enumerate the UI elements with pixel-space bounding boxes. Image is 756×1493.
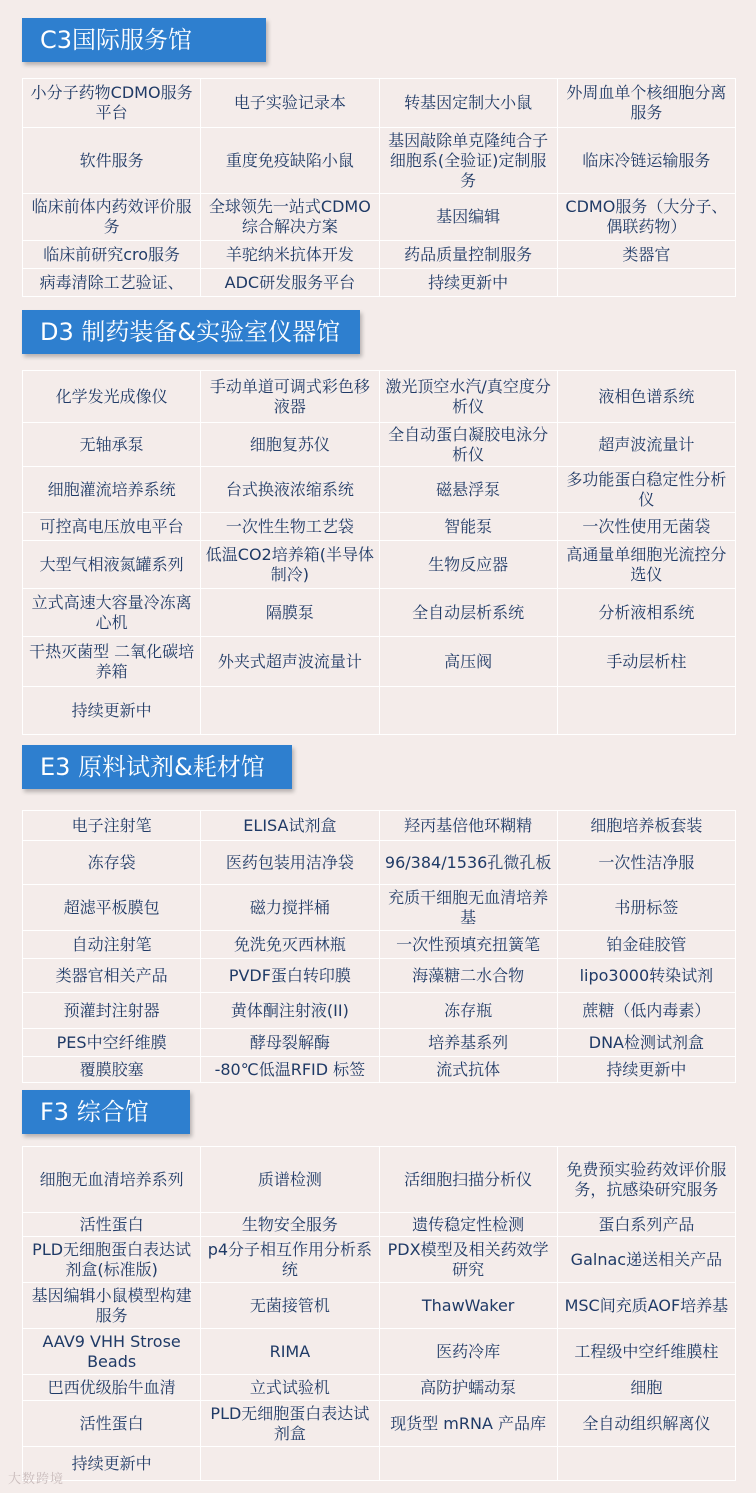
table-cell (557, 1447, 735, 1481)
table-cell: 基因编辑 (379, 194, 557, 241)
table-cell: 病毒清除工艺验证、 (23, 269, 201, 297)
table-cell: 临床前研究cro服务 (23, 241, 201, 269)
table-cell: 外夹式超声波流量计 (201, 637, 379, 687)
table-cell: 细胞复苏仪 (201, 423, 379, 467)
table-cell: 免洗免灭西林瓶 (201, 931, 379, 959)
exhibitor-table (22, 78, 736, 297)
table-cell: 培养基系列 (379, 1029, 557, 1057)
table-cell: 转基因定制大小鼠 (379, 79, 557, 128)
table-cell (201, 687, 379, 735)
table-cell: 自动注射笔 (23, 931, 201, 959)
table-cell: 黄体酮注射液(II) (201, 993, 379, 1029)
table-cell: 医药包装用洁净袋 (201, 841, 379, 885)
table-cell (379, 1447, 557, 1481)
table-cell: 高通量单细胞光流控分选仪 (557, 541, 735, 589)
table-cell: 立式高速大容量冷冻离心机 (23, 589, 201, 637)
table-cell: 覆膜胶塞 (23, 1057, 201, 1083)
table-cell: 全自动层析系统 (379, 589, 557, 637)
table-cell: MSC间充质AOF培养基 (557, 1283, 735, 1329)
table-cell: 羟丙基倍他环糊精 (379, 811, 557, 841)
section-title: C3国际服务馆 (22, 18, 266, 62)
table-cell: 临床前体内药效评价服务 (23, 194, 201, 241)
table-cell: 激光顶空水汽/真空度分析仪 (379, 371, 557, 423)
table-cell: lipo3000转染试剂 (557, 959, 735, 993)
table-cell: ADC研发服务平台 (201, 269, 379, 297)
table-cell: 电子注射笔 (23, 811, 201, 841)
table-cell: 全自动组织解离仪 (557, 1401, 735, 1447)
table-cell: p4分子相互作用分析系统 (201, 1237, 379, 1283)
table-cell: 流式抗体 (379, 1057, 557, 1083)
table-cell: 隔膜泵 (201, 589, 379, 637)
table-cell: RIMA (201, 1329, 379, 1375)
table-cell: 多功能蛋白稳定性分析仪 (557, 467, 735, 513)
table-cell: 磁力搅拌桶 (201, 885, 379, 931)
table-cell: 台式换液浓缩系统 (201, 467, 379, 513)
table-cell (379, 687, 557, 735)
table-cell: PDX模型及相关药效学研究 (379, 1237, 557, 1283)
table-cell: 持续更新中 (379, 269, 557, 297)
table-cell: 软件服务 (23, 128, 201, 194)
table-cell: PES中空纤维膜 (23, 1029, 201, 1057)
table-cell: 干热灭菌型 二氧化碳培养箱 (23, 637, 201, 687)
table-cell: 磁悬浮泵 (379, 467, 557, 513)
table-cell: 持续更新中 (557, 1057, 735, 1083)
table-cell: 蛋白系列产品 (557, 1213, 735, 1237)
table-cell: PLD无细胞蛋白表达试剂盒(标准版) (23, 1237, 201, 1283)
table-cell: 无菌接管机 (201, 1283, 379, 1329)
table-cell: 现货型 mRNA 产品库 (379, 1401, 557, 1447)
table-cell: 类器官 (557, 241, 735, 269)
table-cell: 遗传稳定性检测 (379, 1213, 557, 1237)
table-cell: ELISA试剂盒 (201, 811, 379, 841)
exhibitor-table (22, 1146, 736, 1481)
table-cell: 大型气相液氮罐系列 (23, 541, 201, 589)
table-cell: 铂金硅胶管 (557, 931, 735, 959)
table-cell: -80℃低温RFID 标签 (201, 1057, 379, 1083)
table-cell: 外周血单个核细胞分离服务 (557, 79, 735, 128)
table-cell: PVDF蛋白转印膜 (201, 959, 379, 993)
table-cell: 重度免疫缺陷小鼠 (201, 128, 379, 194)
table-cell: 类器官相关产品 (23, 959, 201, 993)
table-cell: DNA检测试剂盒 (557, 1029, 735, 1057)
table-cell: 基因编辑小鼠模型构建服务 (23, 1283, 201, 1329)
table-cell: 医药冷库 (379, 1329, 557, 1375)
table-cell (201, 1447, 379, 1481)
table-cell (557, 269, 735, 297)
table-cell: 持续更新中 (23, 687, 201, 735)
table-cell: 工程级中空纤维膜柱 (557, 1329, 735, 1375)
table-cell: 小分子药物CDMO服务平台 (23, 79, 201, 128)
table-cell: 免费预实验药效评价服务，抗感染研究服务 (557, 1147, 735, 1213)
section-title: F3 综合馆 (22, 1090, 190, 1134)
table-cell: 酵母裂解酶 (201, 1029, 379, 1057)
table-cell: 冻存袋 (23, 841, 201, 885)
table-cell: 充质干细胞无血清培养基 (379, 885, 557, 931)
table-cell: 手动层析柱 (557, 637, 735, 687)
watermark: 大数跨境 (8, 1472, 65, 1487)
table-cell: 生物反应器 (379, 541, 557, 589)
table-cell: 无轴承泵 (23, 423, 201, 467)
table-cell: PLD无细胞蛋白表达试剂盒 (201, 1401, 379, 1447)
table-cell: 蔗糖（低内毒素） (557, 993, 735, 1029)
table-cell: 96/384/1536孔微孔板 (379, 841, 557, 885)
table-cell: 可控高电压放电平台 (23, 513, 201, 541)
table-cell: 羊驼纳米抗体开发 (201, 241, 379, 269)
table-cell: 一次性使用无菌袋 (557, 513, 735, 541)
table-cell: 一次性洁净服 (557, 841, 735, 885)
table-cell: 一次性生物工艺袋 (201, 513, 379, 541)
table-cell: 化学发光成像仪 (23, 371, 201, 423)
table-cell: 低温CO2培养箱(半导体制冷) (201, 541, 379, 589)
table-cell: 书册标签 (557, 885, 735, 931)
table-cell: 活性蛋白 (23, 1401, 201, 1447)
table-cell: 手动单道可调式彩色移液器 (201, 371, 379, 423)
table-cell: 生物安全服务 (201, 1213, 379, 1237)
table-cell: 智能泵 (379, 513, 557, 541)
exhibitor-table (22, 370, 736, 735)
table-cell: 细胞 (557, 1375, 735, 1401)
table-cell: CDMO服务（大分子、偶联药物） (557, 194, 735, 241)
table-cell: 全球领先一站式CDMO综合解决方案 (201, 194, 379, 241)
table-cell: 活细胞扫描分析仪 (379, 1147, 557, 1213)
table-cell: Galnac递送相关产品 (557, 1237, 735, 1283)
table-cell: 活性蛋白 (23, 1213, 201, 1237)
table-cell: 临床冷链运输服务 (557, 128, 735, 194)
table-cell: 高防护蠕动泵 (379, 1375, 557, 1401)
table-cell: 质谱检测 (201, 1147, 379, 1213)
table-cell: 电子实验记录本 (201, 79, 379, 128)
table-cell: 分析液相系统 (557, 589, 735, 637)
exhibitor-table (22, 810, 736, 1083)
table-cell: 细胞灌流培养系统 (23, 467, 201, 513)
table-cell (557, 687, 735, 735)
table-cell: 持续更新中 (23, 1447, 201, 1481)
table-cell: 一次性预填充扭簧笔 (379, 931, 557, 959)
table-cell: 预灌封注射器 (23, 993, 201, 1029)
table-cell: ThawWaker (379, 1283, 557, 1329)
section-title: D3 制药装备&实验室仪器馆 (22, 310, 360, 354)
section-title: E3 原料试剂&耗材馆 (22, 745, 292, 789)
table-cell: 基因敲除单克隆纯合子细胞系(全验证)定制服务 (379, 128, 557, 194)
table-cell: 冻存瓶 (379, 993, 557, 1029)
table-cell: 细胞无血清培养系列 (23, 1147, 201, 1213)
table-cell: AAV9 VHH Strose Beads (23, 1329, 201, 1375)
table-cell: 药品质量控制服务 (379, 241, 557, 269)
table-cell: 高压阀 (379, 637, 557, 687)
table-cell: 细胞培养板套装 (557, 811, 735, 841)
table-cell: 立式试验机 (201, 1375, 379, 1401)
table-cell: 超声波流量计 (557, 423, 735, 467)
table-cell: 海藻糖二水合物 (379, 959, 557, 993)
table-cell: 液相色谱系统 (557, 371, 735, 423)
table-cell: 全自动蛋白凝胶电泳分析仪 (379, 423, 557, 467)
table-cell: 超滤平板膜包 (23, 885, 201, 931)
table-cell: 巴西优级胎牛血清 (23, 1375, 201, 1401)
